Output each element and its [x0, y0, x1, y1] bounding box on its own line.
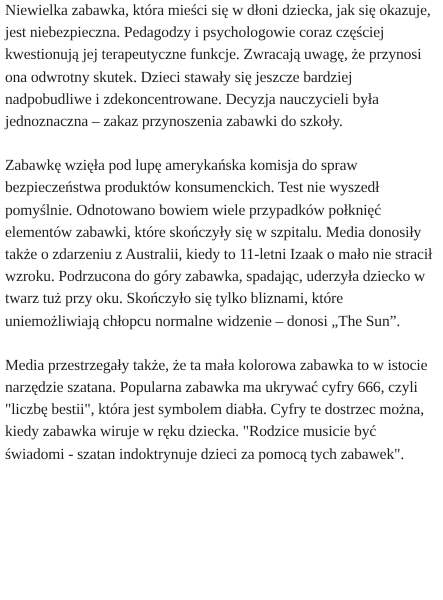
paragraph-satan-claims: Media przestrzegały także, że ta mała kolorowa zabawka to w istocie narzędzie szatana. Popularna zabawka ma ukrywać cyfry 666, czyli "liczbę bestii", która jest symbolem diabła. Cyfry te dostrzec można, kiedy zabawka wiruje w ręku dziecka. "Rodzice musicie być świadomi - szatan indoktrynuje dzieci za pomocą tych zabawek".: [5, 356, 428, 463]
paragraph-safety-commission: Zabawkę wzięła pod lupę amerykańska komisja do spraw bezpieczeństwa produktów konsumenckich. Test nie wyszedł pomyślnie. Odnotowano bowiem wiele przypadków połknięć elementów zabawki, które skończyły się w szpitalu. Media donosiły także o zdarzeniu z Australii, kiedy to 11-letni Izaak o mało nie stracił wzroku. Podrzucona do góry zabawka, spadając, uderzyła dziecko w twarz tuż przy oku. Skończyło się tylko bliznami, które uniemożliwiają chłopcu normalne widzenie – donosi „The Sun”.: [5, 157, 433, 330]
paragraph-toy-danger: Niewielka zabawka, która mieści się w dłoni dziecka, jak się okazuje, jest niebezpieczna. Pedagodzy i psychologowie coraz częściej kwestionują jej terapeutyczne funkcje. Zwracają uwagę, że przynosi ona odwrotny skutek. Dzieci stawały się jeszcze bardziej nadpobudliwe i zdekoncentrowane. Decyzja nauczycieli była jednoznaczna – zakaz przynoszenia zabawki do szkoły.: [5, 2, 431, 131]
